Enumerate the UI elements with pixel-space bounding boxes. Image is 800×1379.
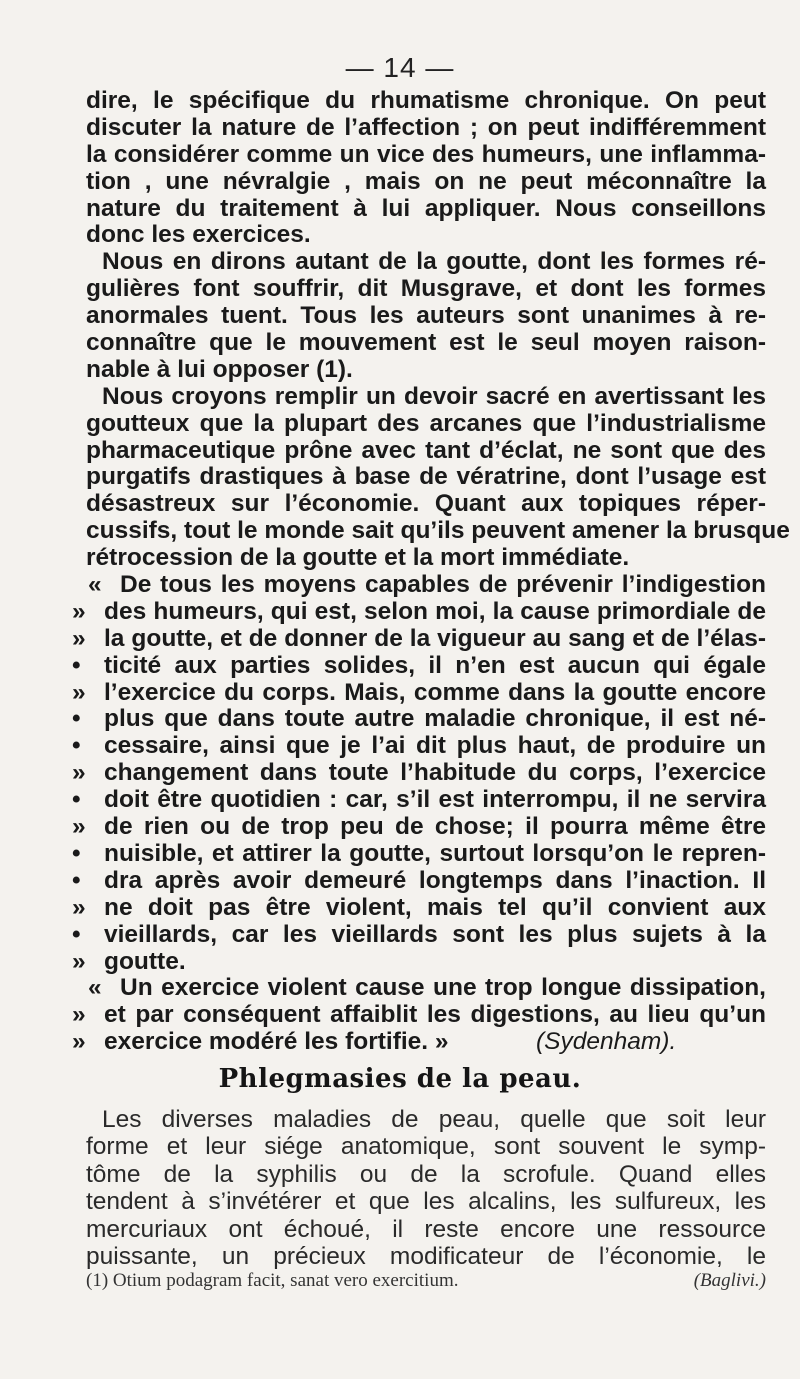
quote-mark: » <box>72 597 86 625</box>
quote-line: » ne doit pas être violent, mais tel qu’il convient aux <box>72 893 766 921</box>
text-line: nature du traitement à lui appliquer. Nous conseillons <box>86 194 766 222</box>
text-line: tôme de la syphilis ou de la scrofule. Quand elles <box>86 1160 766 1188</box>
footnote-text: (1) Otium podagram facit, sanat vero exercitium. <box>86 1270 459 1291</box>
footnote <box>86 1270 766 1292</box>
quote-line: » changement dans toute l’habitude du corps, l’exercice <box>72 759 766 787</box>
text-line: Les diverses maladies de peau, quelle que soit leur <box>102 1106 766 1133</box>
quote-line: » goutte. <box>72 947 186 975</box>
text-line: discuter la nature de l’affection ; on peut indifféremment <box>86 113 766 141</box>
quote-author: (Sydenham). <box>536 1028 677 1056</box>
quote-mark: » <box>72 947 86 975</box>
quote-mark: » <box>72 1028 86 1056</box>
quote-mark: « <box>88 974 102 1002</box>
quote-line: » exercice modéré les fortifie. » (Sydenham). <box>72 1028 677 1056</box>
quote-mark: • <box>72 839 81 867</box>
quote-mark: » <box>72 813 86 841</box>
text-line: Nous croyons remplir un devoir sacré en avertissant les <box>102 382 766 410</box>
quote-line: » l’exercice du corps. Mais, comme dans la goutte encore <box>72 678 766 706</box>
text-line: forme et leur siége anatomique, sont souvent le symp- <box>86 1133 766 1161</box>
quote-line: • doit être quotidien : car, s’il est interrompu, il ne servira <box>72 786 766 814</box>
text-line: donc les exercices. <box>86 221 311 249</box>
text-line: tendent à s’invétérer et que les alcalins, les sulfureux, les <box>86 1188 766 1216</box>
text-line: puissante, un précieux modificateur de l’économie, le <box>86 1242 766 1270</box>
quote-line: » la goutte, et de donner de la vigueur au sang et de l’élas- <box>72 624 766 652</box>
quote-mark: » <box>72 893 86 921</box>
quote-mark: • <box>72 786 81 814</box>
text-line: la considérer comme un vice des humeurs, une inflamma- <box>86 140 766 168</box>
quote-line: » et par conséquent affaiblit les digestions, au lieu qu’un <box>72 1001 766 1029</box>
text-line: Nous en dirons autant de la goutte, dont les formes ré- <box>102 248 766 276</box>
text-line: dire, le spécifique du rhumatisme chronique. On peut <box>86 87 766 114</box>
quote-mark: • <box>72 651 81 679</box>
quote-mark: » <box>72 759 86 787</box>
section-text <box>86 1106 766 1270</box>
text-line: tion , une névralgie , mais on ne peut méconnaître la <box>86 167 766 195</box>
text-line: goutteux que la plupart des arcanes que l’industrialisme <box>86 409 766 437</box>
text-line: pharmaceutique prône avec tant d’éclat, ne sont que des <box>86 436 766 464</box>
quote-line: • ticité aux parties solides, il n’en est aucun qui égale <box>72 651 766 679</box>
quote-line: • dra après avoir demeuré longtemps dans l’inaction. Il <box>72 866 766 894</box>
text-line: anormales tuent. Tous les auteurs sont unanimes à re- <box>86 302 766 330</box>
quote-line: • vieillards, car les vieillards sont les plus sujets à la <box>72 920 766 948</box>
quote-line: • nuisible, et attirer la goutte, surtout lorsqu’on le repren- <box>72 839 766 867</box>
quote-mark: • <box>72 732 81 760</box>
main-text <box>72 87 790 1056</box>
quote-line: • plus que dans toute autre maladie chronique, il est né- <box>72 705 766 733</box>
text-line: nable à lui opposer (1). <box>86 355 353 383</box>
text-line: rétrocession de la goutte et la mort immédiate. <box>86 544 630 572</box>
quote-line: • cessaire, ainsi que je l’ai dit plus haut, de produire un <box>72 732 766 760</box>
text-line: gulières font souffrir, dit Musgrave, et dont les formes <box>86 275 766 303</box>
quote-mark: • <box>72 920 81 948</box>
quote-line: » de rien ou de trop peu de chose; il pourra même être <box>72 813 766 841</box>
footnote-author: (Baglivi.) <box>693 1270 766 1291</box>
quote-mark: « <box>88 571 102 599</box>
text-line: connaître que le mouvement est le seul moyen raison- <box>86 329 766 357</box>
quote-mark: » <box>72 624 86 652</box>
page-number: — 14 — <box>345 52 455 83</box>
quote-mark: » <box>72 1001 86 1029</box>
quote-mark: • <box>72 705 81 733</box>
text-line: mercuriaux ont échoué, il reste encore une ressource <box>86 1215 766 1243</box>
quote-mark: • <box>72 866 81 894</box>
section-heading: Phlegmasies de la peau. <box>218 1064 582 1094</box>
quote-mark: » <box>72 678 86 706</box>
text-line: cussifs, tout le monde sait qu’ils peuvent amener la brusque <box>86 517 790 545</box>
text-line: désastreux sur l’économie. Quant aux topiques réper- <box>86 490 766 518</box>
quote-line: « De tous les moyens capables de prévenir l’indigestion <box>88 571 766 599</box>
quote-line: « Un exercice violent cause une trop longue dissipation, <box>88 974 766 1002</box>
text-line: purgatifs drastiques à base de vératrine, dont l’usage est <box>86 463 766 491</box>
quote-line: » des humeurs, qui est, selon moi, la cause primordiale de <box>72 597 766 625</box>
